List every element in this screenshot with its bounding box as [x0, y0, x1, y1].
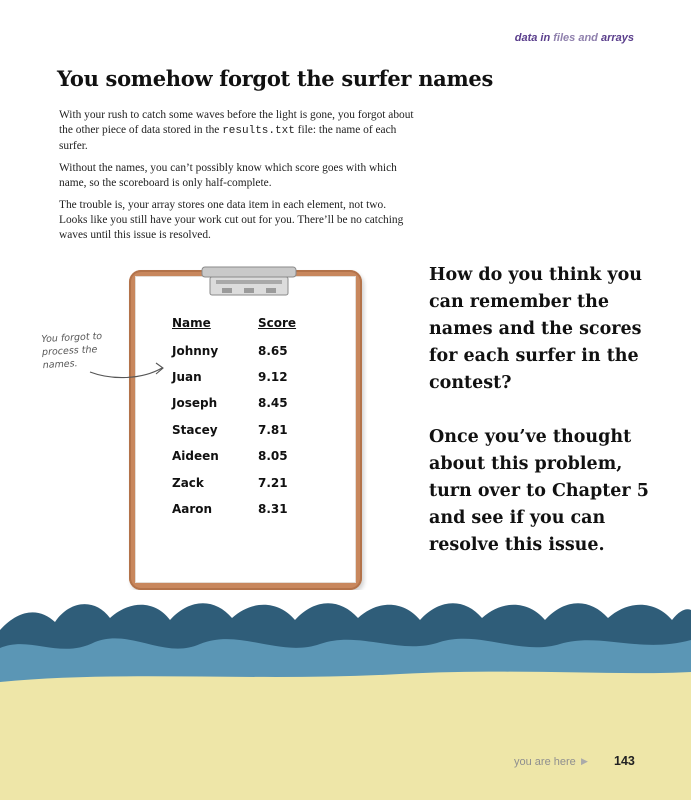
surfer-score: 7.81 — [258, 423, 288, 437]
question-2: Once you’ve thought about this problem, turn over to Chapter 5 and see if you can resolve this issue. — [429, 427, 649, 555]
surfer-score: 8.31 — [258, 502, 288, 516]
surfer-score: 8.05 — [258, 449, 288, 463]
triangle-right-icon: ▶ — [581, 757, 588, 767]
clipboard-clip-icon — [200, 264, 298, 302]
surfer-score: 9.12 — [258, 370, 288, 384]
filename-code: results.txt — [222, 125, 295, 137]
handwritten-annotation: You forgot to process the names. — [41, 330, 103, 372]
paragraph-2: Without the names, you can’t possibly know which score goes with which name, so the scoreboard is only half-complete. — [59, 162, 397, 189]
paragraph-1-start: With your rush to catch some waves before the light is gone, you forgot about the other piece of data stored in the — [59, 109, 414, 136]
surfer-score: 7.21 — [258, 476, 288, 490]
sand — [0, 672, 691, 800]
running-header-part2: files and — [553, 32, 598, 44]
surfer-name: Aaron — [172, 502, 213, 516]
paragraph-1-end: file: the name of each surfer. — [59, 124, 397, 152]
surfer-name: Aideen — [172, 449, 219, 463]
column-header-name: Name — [172, 316, 211, 330]
clipboard-paper — [136, 277, 355, 582]
surfer-name: Stacey — [172, 423, 218, 437]
section-title: You somehow forgot the surfer names — [57, 66, 493, 91]
surfer-name: Johnny — [172, 344, 219, 358]
footer-you-are-here: you are here — [514, 756, 576, 768]
surfer-name: Juan — [172, 370, 202, 384]
paragraph-3: The trouble is, your array stores one data item in each element, not two. Looks like you still have your work cut out for you. There’ll be no catching waves until this issue is resolved. — [59, 199, 404, 241]
paragraph-1 — [59, 108, 414, 154]
surfer-score: 8.45 — [258, 396, 288, 410]
surfer-name: Zack — [172, 476, 204, 490]
column-header-score: Score — [258, 316, 297, 330]
annotation-arrow-icon — [86, 354, 166, 384]
ocean-waves-illustration — [0, 590, 691, 800]
running-header-part1: data in — [514, 32, 551, 44]
page-number: 143 — [614, 754, 635, 768]
brain-question — [429, 262, 649, 586]
body-text — [59, 108, 414, 250]
question-1: How do you think you can remember the names and the scores for each surfer in the contest? — [429, 265, 642, 393]
running-header-part3: arrays — [600, 32, 634, 44]
surfer-name: Joseph — [172, 396, 218, 410]
running-header — [515, 32, 634, 44]
surfer-score: 8.65 — [258, 344, 288, 358]
